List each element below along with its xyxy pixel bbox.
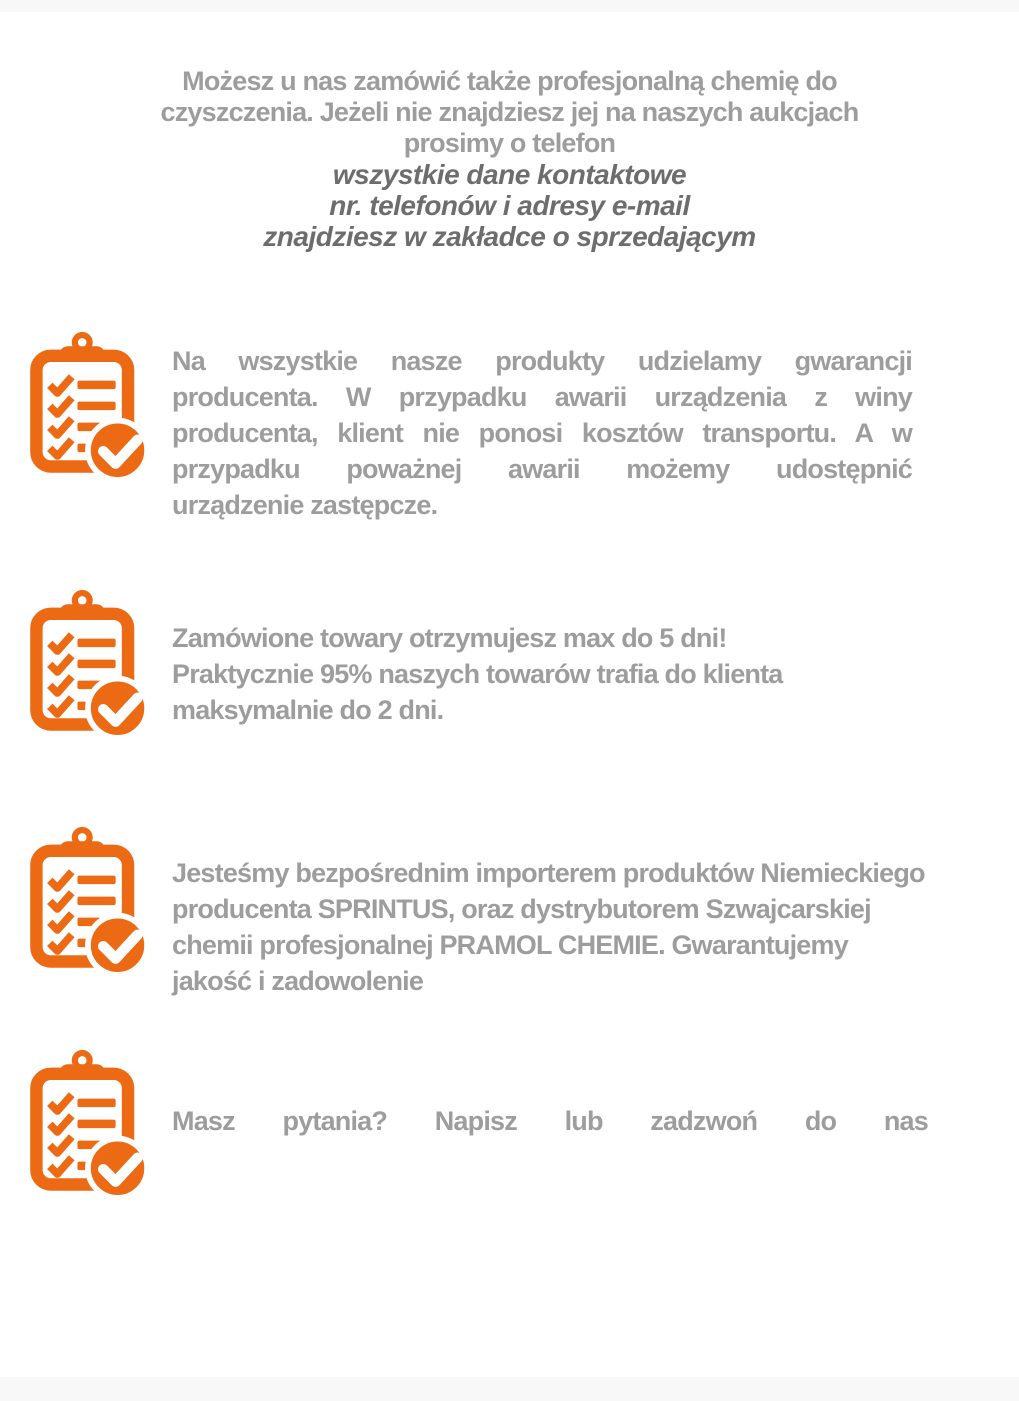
section-text [172,1103,928,1139]
checklist-clipboard-icon [24,1048,150,1205]
section-text [172,343,912,523]
section-text [172,620,783,728]
text-line: producenta SPRINTUS, oraz dystrybutorem Szwajcarskiej [172,894,871,924]
text-line: urządzenie zastępcze. [172,490,438,520]
section-questions [0,1040,1019,1230]
text-line: chemii profesjonalnej PRAMOL CHEMIE. Gwarantujemy [172,930,848,960]
header-text [0,66,1019,159]
contact-note-line: wszystkie dane kontaktowe [332,159,687,190]
text-line: maksymalnie do 2 dni. [172,695,444,725]
header-line: Możesz u nas zamówić także profesjonalną chemię do [182,66,837,96]
text-line: producenta. W przypadku awarii urządzenia z winy [172,382,912,412]
section-delivery [0,586,1019,766]
section-text [172,855,925,999]
section-importer [0,820,1019,1010]
page-top-margin [0,0,1019,12]
text-line: Na wszystkie nasze produkty udzielamy gwarancji [172,346,912,376]
text-line: producenta, klient nie ponosi kosztów transportu. A w [172,418,912,448]
text-line: Zamówione towary otrzymujesz max do 5 dni! [172,623,727,653]
text-line: Praktycznie 95% naszych towarów trafia do klienta [172,659,783,689]
page-bottom-margin [0,1377,1019,1401]
checklist-clipboard-icon [24,330,150,487]
text-line: Jesteśmy bezpośrednim importerem produktów Niemieckiego [172,858,925,888]
text-line: przypadku poważnej awarii możemy udostępnić [172,454,912,484]
contact-note-line: nr. telefonów i adresy e-mail [329,190,690,221]
contact-note [0,159,1019,252]
text-line: Masz pytania? Napisz lub zadzwoń do nas [172,1106,928,1136]
text-line: jakość i zadowolenie [172,966,424,996]
contact-note-line: znajdziesz w zakładce o sprzedającym [263,221,756,252]
checklist-clipboard-icon [24,825,150,982]
section-warranty [0,328,1019,528]
header-line: czyszczenia. Jeżeli nie znajdziesz jej na naszych aukcjach [160,97,859,127]
checklist-clipboard-icon [24,588,150,745]
header-line: prosimy o telefon [403,128,616,158]
